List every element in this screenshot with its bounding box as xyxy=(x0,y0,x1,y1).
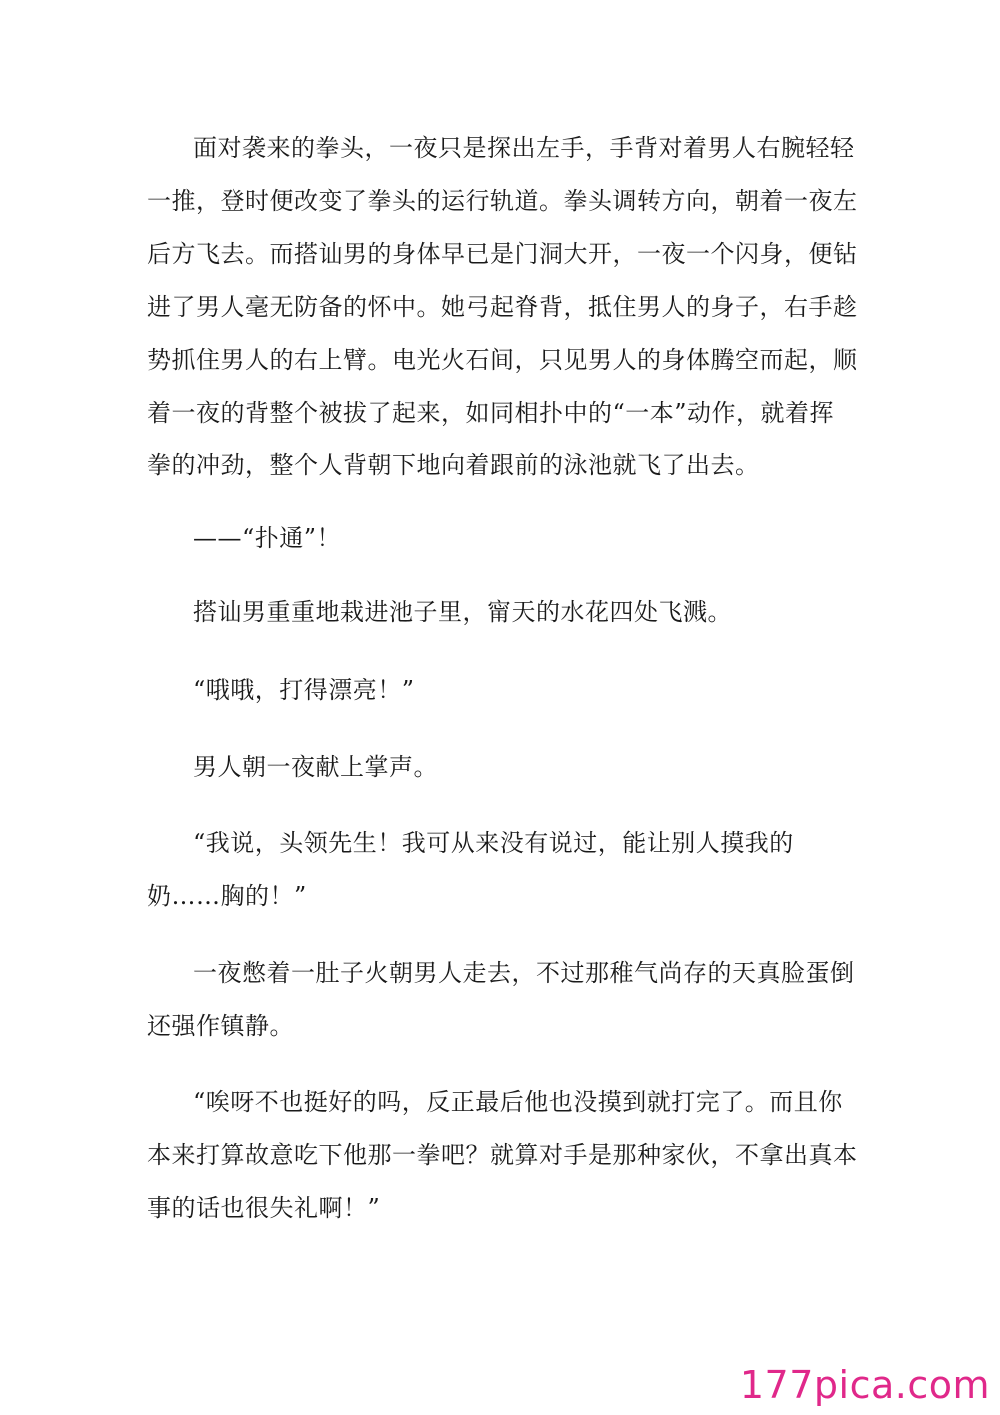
text-line: 本来打算故意吃下他那一拳吧？就算对手是那种家伙，不拿出真本 xyxy=(147,1141,858,1169)
text-line: 搭讪男重重地栽进池子里，甯天的水花四处飞溅。 xyxy=(193,598,732,626)
text-line: 面对袭来的拳头，一夜只是探出左手，手背对着男人右腕轻轻 xyxy=(193,134,855,162)
text-line: ——“扑通”！ xyxy=(193,524,342,552)
text-line: 势抓住男人的右上臂。电光火石间，只见男人的身体腾空而起，顺 xyxy=(147,346,858,374)
text-line: 拳的冲劲，整个人背朝下地向着跟前的泳池就飞了出去。 xyxy=(147,451,760,479)
text-line: 男人朝一夜献上掌声。 xyxy=(193,753,438,781)
text-line: 奶……胸的！” xyxy=(147,882,307,910)
watermark-text: 177pica.com xyxy=(739,1363,990,1407)
text-line: 后方飞去。而搭讪男的身体早已是门洞大开，一夜一个闪身，便钻 xyxy=(147,240,858,268)
text-line: 还强作镇静。 xyxy=(147,1012,294,1040)
text-line: 一推，登时便改变了拳头的运行轨道。拳头调转方向，朝着一夜左 xyxy=(147,187,858,215)
text-line: 着一夜的背整个被拔了起来，如同相扑中的“一本”动作，就着挥 xyxy=(147,399,835,427)
text-line: “我说，头领先生！我可从来没有说过，能让别人摸我的 xyxy=(193,829,794,857)
text-line: 一夜憋着一肚子火朝男人走去，不过那稚气尚存的天真脸蛋倒 xyxy=(193,959,855,987)
text-line: 进了男人毫无防备的怀中。她弓起脊背，抵住男人的身子，右手趁 xyxy=(147,293,858,321)
text-line: “哦哦，打得漂亮！” xyxy=(193,676,415,704)
text-line: “唉呀不也挺好的吗，反正最后他也没摸到就打完了。而且你 xyxy=(193,1088,843,1116)
text-line: 事的话也很失礼啊！” xyxy=(147,1194,381,1222)
